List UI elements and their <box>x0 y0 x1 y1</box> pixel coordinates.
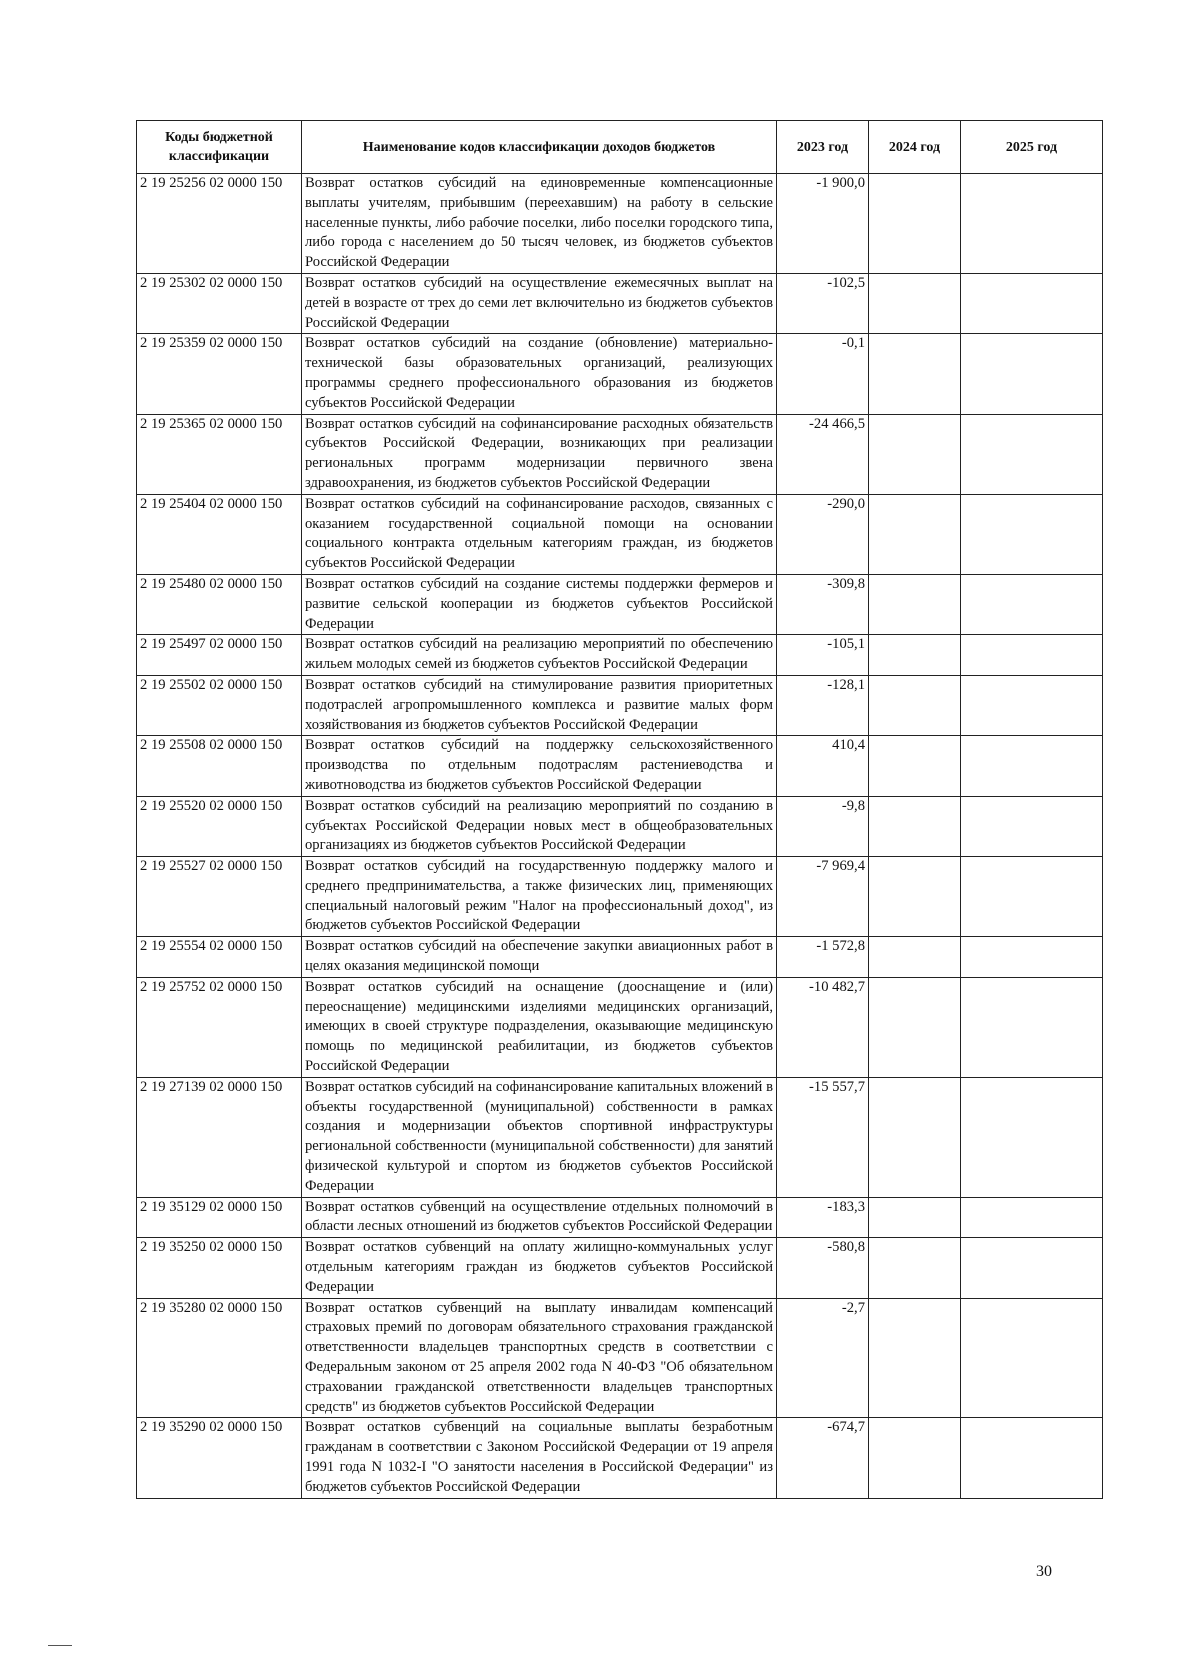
value-2023-cell: -2,7 <box>777 1298 869 1418</box>
value-2024-cell <box>869 334 961 414</box>
value-2024-cell <box>869 414 961 494</box>
budget-revenue-table <box>136 120 1103 1499</box>
header-2023: 2023 год <box>777 121 869 174</box>
table-row <box>137 1418 1103 1498</box>
name-cell: Возврат остатков субсидий на поддержку сельскохозяйственного производства по отдельным подотраслям растениеводства и животноводства из бюджетов субъектов Российской Федерации <box>302 736 777 796</box>
value-2025-cell <box>961 494 1103 574</box>
value-2023-cell: -1 572,8 <box>777 937 869 978</box>
value-2024-cell <box>869 1197 961 1238</box>
value-2023-cell: -309,8 <box>777 574 869 634</box>
name-cell: Возврат остатков субвенций на выплату инвалидам компенсаций страховых премий по договорам обязательного страхования гражданской ответственности владельцев транспортных средств в соответствии с Федеральным законом от 25 апреля 2002 года N 40-ФЗ "Об обязательном страховании гражданской ответственности владельцев транспортных средств" из бюджетов субъектов Российской Федерации <box>302 1298 777 1418</box>
value-2023-cell: 410,4 <box>777 736 869 796</box>
value-2024-cell <box>869 1298 961 1418</box>
name-cell: Возврат остатков субсидий на стимулирование развития приоритетных подотраслей агропромышленного комплекса и развитие малых форм хозяйствования из бюджетов субъектов Российской Федерации <box>302 675 777 735</box>
value-2025-cell <box>961 574 1103 634</box>
name-cell: Возврат остатков субсидий на создание системы поддержки фермеров и развитие сельской кооперации из бюджетов субъектов Российской Федерации <box>302 574 777 634</box>
value-2024-cell <box>869 174 961 274</box>
value-2024-cell <box>869 494 961 574</box>
code-cell: 2 19 25365 02 0000 150 <box>137 414 302 494</box>
scan-edge-mark <box>48 1645 72 1646</box>
name-cell: Возврат остатков субсидий на оснащение (дооснащение и (или) переоснащение) медицинскими изделиями медицинских организаций, имеющих в своей структуре подразделения, оказывающие медицинскую помощь по медицинской реабилитации, из бюджетов субъектов Российской Федерации <box>302 977 777 1077</box>
code-cell: 2 19 35250 02 0000 150 <box>137 1238 302 1298</box>
table-row <box>137 574 1103 634</box>
code-cell: 2 19 25520 02 0000 150 <box>137 796 302 856</box>
value-2025-cell <box>961 273 1103 333</box>
name-cell: Возврат остатков субсидий на реализацию мероприятий по созданию в субъектах Российской Федерации новых мест в общеобразовательных организациях из бюджетов субъектов Российской Федерации <box>302 796 777 856</box>
table-row <box>137 736 1103 796</box>
value-2025-cell <box>961 414 1103 494</box>
code-cell: 2 19 25480 02 0000 150 <box>137 574 302 634</box>
value-2025-cell <box>961 1418 1103 1498</box>
code-cell: 2 19 25497 02 0000 150 <box>137 635 302 676</box>
table-row <box>137 675 1103 735</box>
code-cell: 2 19 25752 02 0000 150 <box>137 977 302 1077</box>
value-2023-cell: -9,8 <box>777 796 869 856</box>
table-row <box>137 857 1103 937</box>
code-cell: 2 19 25359 02 0000 150 <box>137 334 302 414</box>
table-row <box>137 796 1103 856</box>
table-header-row <box>137 121 1103 174</box>
value-2024-cell <box>869 857 961 937</box>
value-2024-cell <box>869 635 961 676</box>
name-cell: Возврат остатков субсидий на софинансирование расходов, связанных с оказанием государственной социальной помощи на основании социального контракта отдельным категориям граждан, из бюджетов субъектов Российской Федерации <box>302 494 777 574</box>
value-2025-cell <box>961 635 1103 676</box>
value-2023-cell: -10 482,7 <box>777 977 869 1077</box>
value-2024-cell <box>869 977 961 1077</box>
name-cell: Возврат остатков субсидий на реализацию мероприятий по обеспечению жильем молодых семей из бюджетов субъектов Российской Федерации <box>302 635 777 676</box>
code-cell: 2 19 25256 02 0000 150 <box>137 174 302 274</box>
value-2025-cell <box>961 1298 1103 1418</box>
value-2024-cell <box>869 796 961 856</box>
value-2024-cell <box>869 937 961 978</box>
value-2024-cell <box>869 1238 961 1298</box>
table-row <box>137 414 1103 494</box>
value-2024-cell <box>869 1418 961 1498</box>
code-cell: 2 19 35129 02 0000 150 <box>137 1197 302 1238</box>
value-2023-cell: -0,1 <box>777 334 869 414</box>
code-cell: 2 19 35290 02 0000 150 <box>137 1418 302 1498</box>
value-2023-cell: -128,1 <box>777 675 869 735</box>
table-row <box>137 1238 1103 1298</box>
table-row <box>137 1077 1103 1197</box>
code-cell: 2 19 25502 02 0000 150 <box>137 675 302 735</box>
table-row <box>137 1197 1103 1238</box>
name-cell: Возврат остатков субвенций на осуществление отдельных полномочий в области лесных отношений из бюджетов субъектов Российской Федерации <box>302 1197 777 1238</box>
name-cell: Возврат остатков субвенций на оплату жилищно-коммунальных услуг отдельным категориям граждан из бюджетов субъектов Российской Федерации <box>302 1238 777 1298</box>
value-2025-cell <box>961 857 1103 937</box>
value-2023-cell: -7 969,4 <box>777 857 869 937</box>
code-cell: 2 19 25404 02 0000 150 <box>137 494 302 574</box>
value-2023-cell: -674,7 <box>777 1418 869 1498</box>
table-row <box>137 334 1103 414</box>
value-2023-cell: -183,3 <box>777 1197 869 1238</box>
value-2025-cell <box>961 736 1103 796</box>
value-2023-cell: -105,1 <box>777 635 869 676</box>
value-2025-cell <box>961 1238 1103 1298</box>
header-2024: 2024 год <box>869 121 961 174</box>
value-2025-cell <box>961 1077 1103 1197</box>
name-cell: Возврат остатков субсидий на софинансирование капитальных вложений в объекты государственной (муниципальной) собственности в рамках создания и модернизации объектов спортивной инфраструктуры региональной собственности (муниципальной собственности) для занятий физической культурой и спортом из бюджетов субъектов Российской Федерации <box>302 1077 777 1197</box>
value-2025-cell <box>961 174 1103 274</box>
page-number: 30 <box>1036 1563 1052 1580</box>
value-2024-cell <box>869 675 961 735</box>
value-2024-cell <box>869 574 961 634</box>
code-cell: 2 19 35280 02 0000 150 <box>137 1298 302 1418</box>
value-2025-cell <box>961 937 1103 978</box>
value-2023-cell: -102,5 <box>777 273 869 333</box>
name-cell: Возврат остатков субсидий на единовременные компенсационные выплаты учителям, прибывшим (переехавшим) на работу в сельские населенные пункты, либо рабочие поселки, либо поселки городского типа, либо города с населением до 50 тысяч человек, из бюджетов субъектов Российской Федерации <box>302 174 777 274</box>
value-2025-cell <box>961 977 1103 1077</box>
table-row <box>137 494 1103 574</box>
value-2024-cell <box>869 273 961 333</box>
table-row <box>137 174 1103 274</box>
value-2023-cell: -290,0 <box>777 494 869 574</box>
table-row <box>137 273 1103 333</box>
table-row <box>137 1298 1103 1418</box>
table-row <box>137 977 1103 1077</box>
value-2024-cell <box>869 1077 961 1197</box>
code-cell: 2 19 25508 02 0000 150 <box>137 736 302 796</box>
name-cell: Возврат остатков субсидий на осуществление ежемесячных выплат на детей в возрасте от трех до семи лет включительно из бюджетов субъектов Российской Федерации <box>302 273 777 333</box>
name-cell: Возврат остатков субсидий на создание (обновление) материально-технической базы образовательных организаций, реализующих программы среднего профессионального образования из бюджетов субъектов Российской Федерации <box>302 334 777 414</box>
value-2025-cell <box>961 796 1103 856</box>
code-cell: 2 19 25302 02 0000 150 <box>137 273 302 333</box>
table-body <box>137 174 1103 1499</box>
value-2025-cell <box>961 334 1103 414</box>
value-2023-cell: -580,8 <box>777 1238 869 1298</box>
name-cell: Возврат остатков субсидий на обеспечение закупки авиационных работ в целях оказания медицинской помощи <box>302 937 777 978</box>
code-cell: 2 19 27139 02 0000 150 <box>137 1077 302 1197</box>
name-cell: Возврат остатков субсидий на государственную поддержку малого и среднего предпринимательства, а также физических лиц, применяющих специальный налоговый режим "Налог на профессиональный доход", из бюджетов субъектов Российской Федерации <box>302 857 777 937</box>
value-2025-cell <box>961 1197 1103 1238</box>
value-2023-cell: -15 557,7 <box>777 1077 869 1197</box>
header-code: Коды бюджетной классификации <box>137 121 302 174</box>
code-cell: 2 19 25554 02 0000 150 <box>137 937 302 978</box>
code-cell: 2 19 25527 02 0000 150 <box>137 857 302 937</box>
header-name: Наименование кодов классификации доходов бюджетов <box>302 121 777 174</box>
value-2024-cell <box>869 736 961 796</box>
name-cell: Возврат остатков субвенций на социальные выплаты безработным гражданам в соответствии с Законом Российской Федерации от 19 апреля 1991 года N 1032-I "О занятости населения в Российской Федерации" из бюджетов субъектов Российской Федерации <box>302 1418 777 1498</box>
value-2023-cell: -24 466,5 <box>777 414 869 494</box>
value-2025-cell <box>961 675 1103 735</box>
name-cell: Возврат остатков субсидий на софинансирование расходных обязательств субъектов Российской Федерации, возникающих при реализации региональных программ модернизации первичного звена здравоохранения, из бюджетов субъектов Российской Федерации <box>302 414 777 494</box>
table-row <box>137 635 1103 676</box>
header-2025: 2025 год <box>961 121 1103 174</box>
table-row <box>137 937 1103 978</box>
value-2023-cell: -1 900,0 <box>777 174 869 274</box>
